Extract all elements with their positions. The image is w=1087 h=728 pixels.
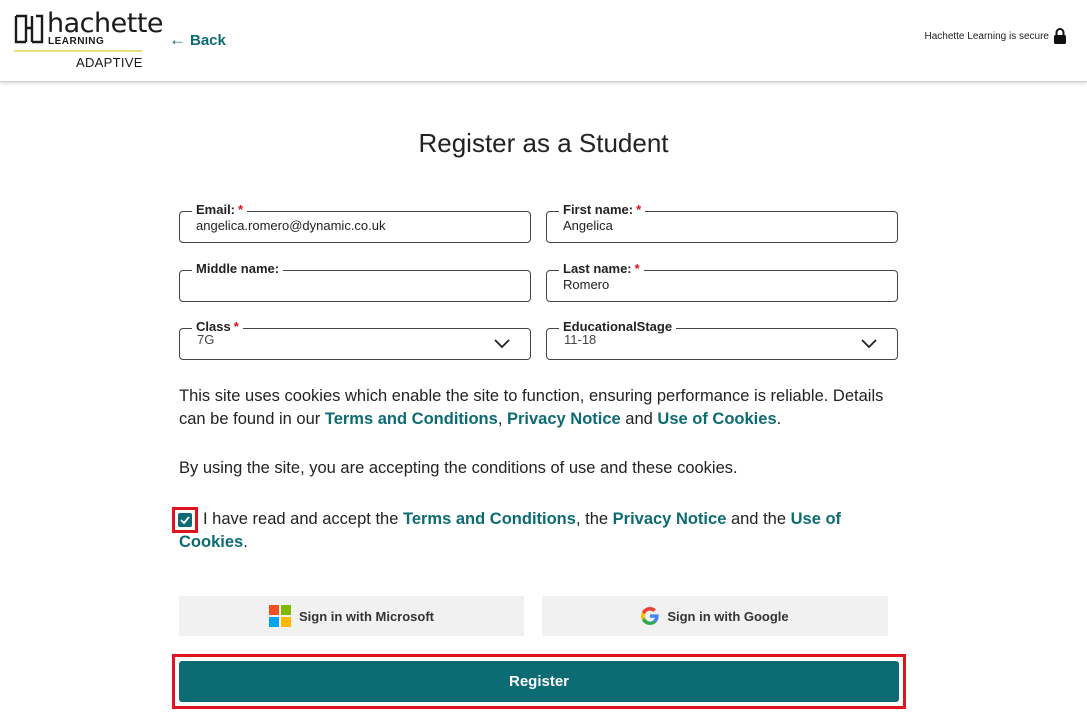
educational-stage-selected-value: 11-18 [564, 334, 597, 346]
chevron-down-icon [861, 339, 877, 349]
last-name-input[interactable] [563, 277, 883, 292]
microsoft-label: Sign in with Microsoft [298, 608, 435, 624]
back-label: Back [190, 31, 226, 49]
chevron-down-icon [494, 339, 510, 349]
hachette-learning-logo[interactable] [14, 8, 164, 72]
class-select[interactable] [179, 319, 531, 360]
required-mark: * [634, 261, 640, 276]
consent-text: I have read and accept the Terms and Conditions, the Privacy Notice and the Use of Cookies. [179, 510, 842, 551]
sign-in-microsoft-button[interactable] [179, 596, 524, 636]
back-link[interactable] [169, 30, 226, 50]
header [0, 0, 1087, 82]
class-label: Class * [192, 319, 243, 335]
secure-indicator [924, 28, 1067, 44]
register-button-highlight [172, 654, 906, 709]
educational-stage-select[interactable] [546, 319, 898, 360]
arrow-left-icon: ← [169, 30, 186, 49]
consent-cookies-link[interactable]: Use of Cookies [179, 510, 842, 551]
privacy-link[interactable]: Privacy Notice [506, 410, 621, 428]
logo-product: ADAPTIVE [76, 55, 143, 70]
educational-stage-label: EducationalStage [559, 319, 676, 335]
cookie-notice: This site uses cookies which enable the site to function, ensuring performance is reliable. Details can be found in our Terms and Conditions, Privacy Notice and Use of Cookies. [179, 387, 884, 428]
logo-divider [14, 50, 142, 52]
sign-in-google-button[interactable] [542, 596, 888, 636]
required-mark: * [233, 319, 239, 334]
page-title: Register as a Student [418, 128, 669, 158]
middle-name-input[interactable] [196, 277, 516, 292]
email-label: Email: * [192, 202, 247, 218]
google-logo-icon [641, 607, 659, 625]
cookies-link[interactable]: Use of Cookies [657, 410, 777, 428]
lock-icon [1053, 28, 1067, 44]
last-name-label: Last name: * [559, 261, 644, 277]
email-field[interactable] [179, 202, 531, 243]
secure-text: Hachette Learning is secure [924, 30, 1049, 42]
logo-sub: LEARNING [48, 36, 105, 47]
first-name-field[interactable] [546, 202, 898, 243]
last-name-field[interactable] [546, 261, 898, 302]
microsoft-logo-icon [269, 605, 291, 627]
terms-link[interactable]: Terms and Conditions [324, 410, 498, 428]
hachette-logo-mark-icon [14, 14, 44, 44]
register-button[interactable]: Register [179, 661, 899, 702]
middle-name-label: Middle name: [192, 261, 283, 277]
consent-privacy-link[interactable]: Privacy Notice [612, 510, 727, 528]
required-mark: * [238, 202, 244, 217]
cookie-acceptance-text: By using the site, you are accepting the conditions of use and these cookies. [179, 459, 738, 477]
consent-terms-link[interactable]: Terms and Conditions [402, 510, 576, 528]
middle-name-field[interactable] [179, 261, 531, 302]
google-label: Sign in with Google [667, 608, 789, 624]
email-input[interactable] [196, 218, 516, 233]
required-mark: * [636, 202, 642, 217]
first-name-label: First name: * [559, 202, 645, 218]
first-name-input[interactable] [563, 218, 883, 233]
class-selected-value: 7G [197, 334, 215, 346]
logo-name: hachette [47, 8, 164, 39]
